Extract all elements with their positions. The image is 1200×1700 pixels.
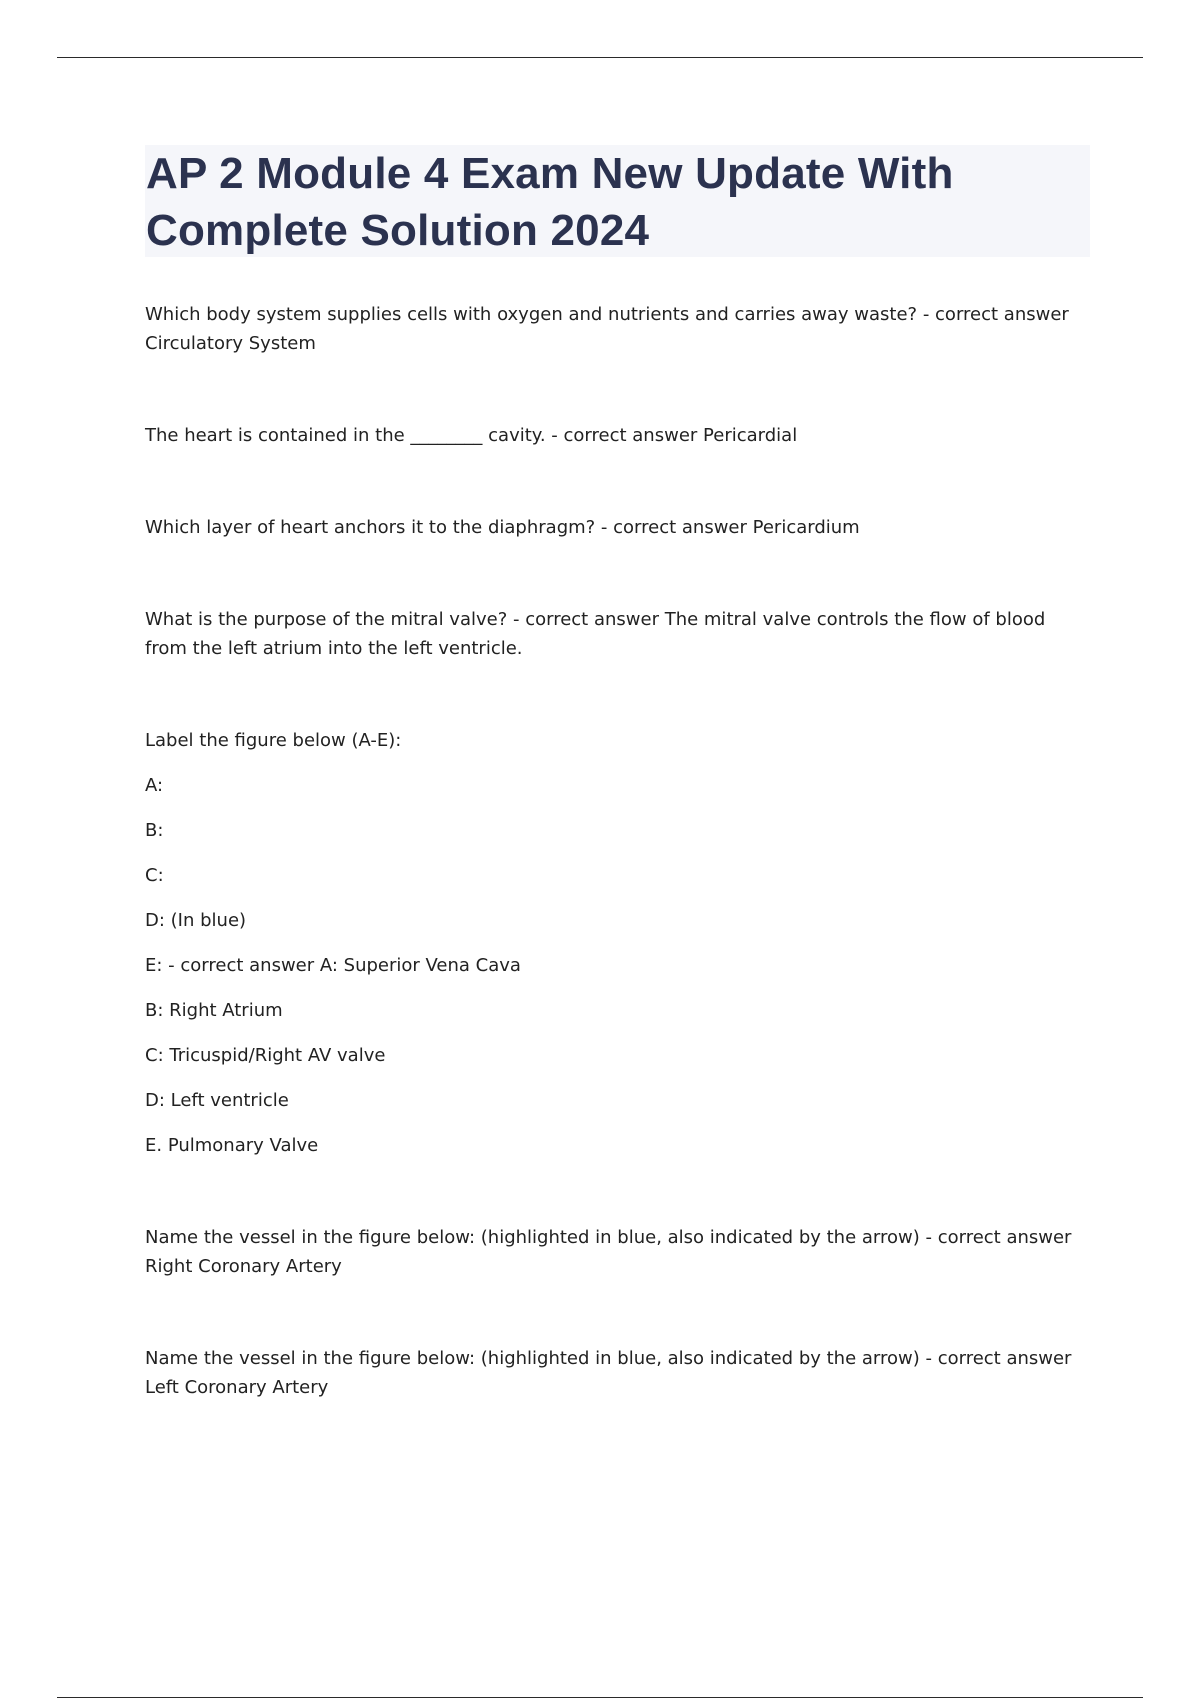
document-title: AP 2 Module 4 Exam New Update With Complete Solution 2024 bbox=[146, 149, 954, 255]
top-divider bbox=[57, 57, 1143, 58]
question-text: Name the vessel in the figure below: (highlighted in blue, also indicated by the arrow) - correct answer bbox=[145, 1227, 1072, 1248]
answer-text: Right Coronary Artery bbox=[145, 1256, 342, 1277]
label-line: B: Right Atrium bbox=[145, 1000, 283, 1021]
label-line: Label the figure below (A-E): bbox=[145, 730, 402, 751]
label-line: D: (In blue) bbox=[145, 910, 247, 931]
label-line: E: - correct answer A: Superior Vena Cava bbox=[145, 955, 521, 976]
qa-item bbox=[145, 1344, 1080, 1402]
bottom-divider bbox=[57, 1697, 1143, 1698]
label-figure-question bbox=[145, 726, 1080, 1176]
document-body bbox=[145, 300, 1080, 1402]
answer-text: Left Coronary Artery bbox=[145, 1377, 329, 1398]
question-text: Which body system supplies cells with oxygen and nutrients and carries away waste? - correct answer bbox=[145, 304, 1069, 325]
qa-item bbox=[145, 513, 1080, 542]
label-line: C: bbox=[145, 865, 164, 886]
qa-item bbox=[145, 605, 1080, 663]
label-line: B: bbox=[145, 820, 164, 841]
question-text: Name the vessel in the figure below: (highlighted in blue, also indicated by the arrow) - correct answer bbox=[145, 1348, 1072, 1369]
answer-text: Circulatory System bbox=[145, 333, 316, 354]
question-text: The heart is contained in the ________ cavity. - correct answer bbox=[145, 425, 698, 446]
answer-text: Pericardial bbox=[703, 425, 798, 446]
qa-item bbox=[145, 300, 1080, 358]
qa-item bbox=[145, 1223, 1080, 1281]
qa-item bbox=[145, 421, 1080, 450]
label-line: E. Pulmonary Valve bbox=[145, 1135, 319, 1156]
question-text: Which layer of heart anchors it to the diaphragm? - correct answer bbox=[145, 517, 747, 538]
answer-text: The mitral valve controls the flow of blood from the left atrium into the left ventricle. bbox=[145, 609, 1046, 659]
question-text: What is the purpose of the mitral valve? - correct answer bbox=[145, 609, 659, 630]
label-line: A: bbox=[145, 775, 164, 796]
answer-text: Pericardium bbox=[752, 517, 860, 538]
label-line: D: Left ventricle bbox=[145, 1090, 289, 1111]
label-line: C: Tricuspid/Right AV valve bbox=[145, 1045, 386, 1066]
